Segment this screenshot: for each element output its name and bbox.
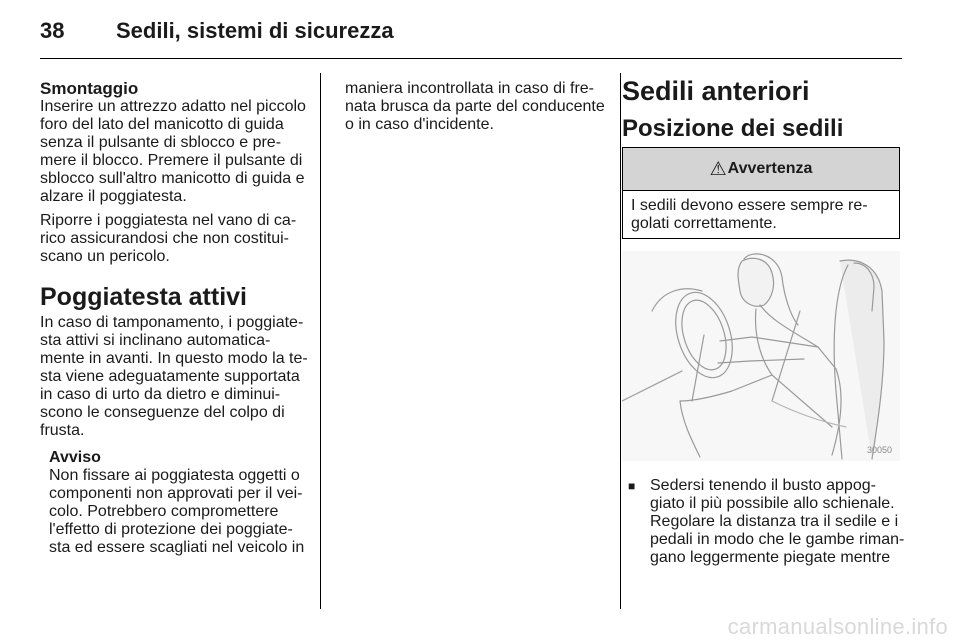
paragraph-continuation xyxy=(345,80,610,134)
bullet-list xyxy=(622,477,905,577)
avviso-title: Avviso xyxy=(49,449,101,466)
heading-poggiatesta-attivi: Poggiatesta attivi xyxy=(40,283,247,311)
paragraph-riporre xyxy=(40,212,312,266)
driver-seated-drawing xyxy=(622,251,900,461)
text-line: colo. Potrebbero compromettere xyxy=(49,503,279,520)
text-line: nata brusca da parte del conducente xyxy=(345,98,605,115)
page-number: 38 xyxy=(40,18,65,43)
text-line: sta ed essere scagliati nel veicolo in xyxy=(49,539,305,556)
heading-sedili-anteriori: Sedili anteriori xyxy=(622,76,810,106)
column-divider-left xyxy=(320,73,321,609)
page-title: Sedili, sistemi di sicurezza xyxy=(116,18,394,43)
text-line: rico assicurandosi che non costitui- xyxy=(40,230,290,247)
text-line: mente in avanti. In questo modo la te- xyxy=(40,350,308,367)
watermark: carmanualsonline.info xyxy=(727,614,948,639)
text-line: gano leggermente piegate mentre xyxy=(650,549,891,566)
text-line: I sedili devono essere sempre re- xyxy=(631,197,868,214)
header-rule xyxy=(40,58,902,59)
heading-posizione-sedili: Posizione dei sedili xyxy=(622,115,844,142)
text-line: foro del lato del manicotto di guida xyxy=(40,116,284,133)
avviso-note xyxy=(40,449,312,557)
bullet-text xyxy=(650,477,904,567)
text-line: sta attivi si inclinano automatica- xyxy=(40,332,271,349)
column-middle xyxy=(345,73,610,134)
warning-triangle-icon: ⚠ xyxy=(709,158,727,180)
paragraph-poggiatesta-attivi xyxy=(40,314,312,440)
text-line: In caso di tamponamento, i poggiate- xyxy=(40,314,304,331)
text-line: sblocco sull'altro manicotto di guida e xyxy=(40,170,305,187)
text-line: mere il blocco. Premere il pulsante di xyxy=(40,152,303,169)
text-line: maniera incontrollata in caso di fre- xyxy=(345,80,595,97)
text-line: frusta. xyxy=(40,422,85,439)
column-right xyxy=(622,73,902,143)
column-left xyxy=(40,73,312,557)
text-line: o in caso d'incidente. xyxy=(345,116,494,133)
text-line: senza il pulsante di sblocco e pre- xyxy=(40,134,282,151)
text-line: in caso di urto da dietro e diminui- xyxy=(40,386,281,403)
text-line: Regolare la distanza tra il sedile e i xyxy=(650,513,899,530)
text-line: golati correttamente. xyxy=(631,215,777,232)
text-line: alzare il poggiatesta. xyxy=(40,188,187,205)
text-line: Riporre i poggiatesta nel vano di ca- xyxy=(40,212,297,229)
text-line: Non fissare ai poggiatesta oggetti o xyxy=(49,467,300,484)
text-line: pedali in modo che le gambe riman- xyxy=(650,531,905,548)
list-item xyxy=(622,477,905,577)
heading-smontaggio: Smontaggio xyxy=(40,79,139,98)
text-line: Sedersi tenendo il busto appog- xyxy=(650,477,876,494)
warning-box xyxy=(622,147,900,239)
text-line: scono le conseguenze del colpo di xyxy=(40,404,285,421)
column-divider-right xyxy=(620,73,621,609)
text-line: giato il più possibile allo schienale. xyxy=(650,495,895,512)
bullet-square-icon: ■ xyxy=(628,479,636,493)
text-line: scano un pericolo. xyxy=(40,248,170,265)
figure-number: 30050 xyxy=(866,445,892,455)
seat-position-illustration xyxy=(622,251,900,461)
text-line: Inserire un attrezzo adatto nel piccolo xyxy=(40,98,306,115)
warning-title: Avvertenza xyxy=(727,160,813,177)
text-line: l'effetto di protezione dei poggiate- xyxy=(49,521,293,538)
text-line: sta viene adeguatamente supportata xyxy=(40,368,300,385)
warning-body xyxy=(623,191,899,239)
paragraph-smontaggio xyxy=(40,98,312,206)
warning-header xyxy=(623,148,899,191)
text-line: componenti non approvati per il vei- xyxy=(49,485,303,502)
